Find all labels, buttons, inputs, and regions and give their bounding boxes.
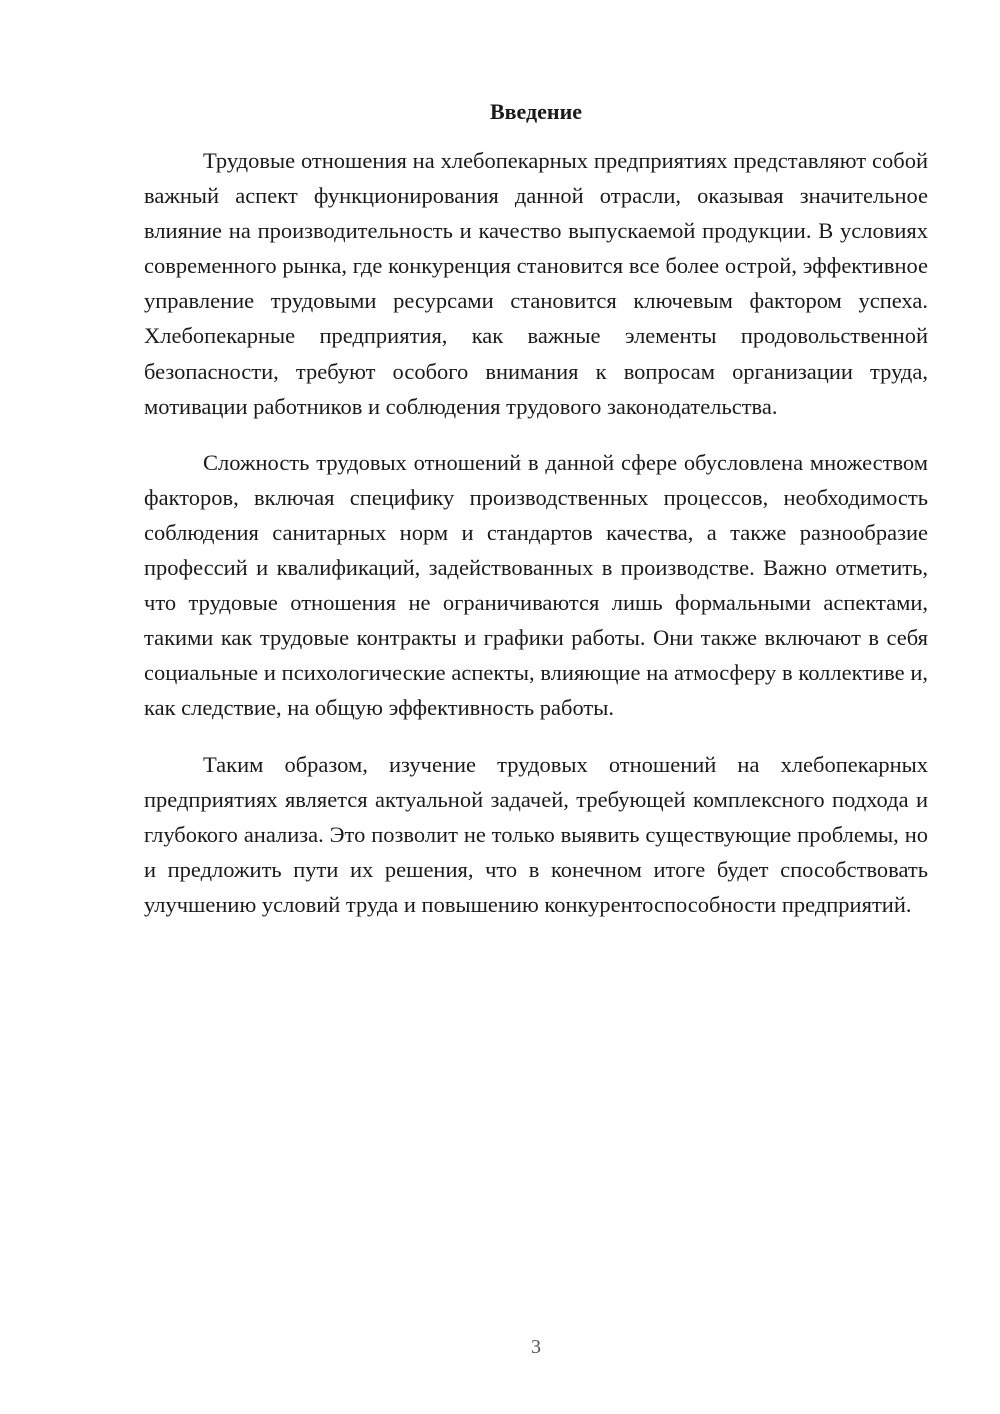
paragraph-2: Сложность трудовых отношений в данной сфере обусловлена множеством факторов, включая специфику производственных процессов, необходимость соблюдения санитарных норм и стандартов качества, а также разнообразие профессий и квалификаций, задействованных в производстве. Важно отметить, что трудовые отношения не ограничиваются лишь формальными аспектами, такими как трудовые контракты и графики работы. Они также включают в себя социальные и психологические аспекты, влияющие на атмосферу в коллективе и, как следствие, на общую эффективность работы. — [144, 449, 928, 721]
paragraph-3: Таким образом, изучение трудовых отношений на хлебопекарных предприятиях является актуальной задачей, требующей комплексного подхода и глубокого анализа. Это позволит не только выявить существующие проблемы, но и предложить пути их решения, что в конечном итоге будет способствовать улучшению условий труда и повышению конкурентоспособности предприятий. — [144, 751, 928, 917]
page-number: 3 — [531, 1336, 541, 1358]
page-title: Введение — [489, 99, 583, 124]
paragraph-1: Трудовые отношения на хлебопекарных предприятиях представляют собой важный аспект функционирования данной отрасли, оказывая значительное влияние на производительность и качество выпускаемой продукции. В условиях современного рынка, где конкуренция становится все более острой, эффективное управление трудовыми ресурсами становится ключевым фактором успеха. Хлебопекарные предприятия, как важные элементы продовольственной безопасности, требуют особого внимания к вопросам организации труда, мотивации работников и соблюдения трудового законодательства. — [144, 148, 928, 419]
body-text — [144, 143, 928, 943]
